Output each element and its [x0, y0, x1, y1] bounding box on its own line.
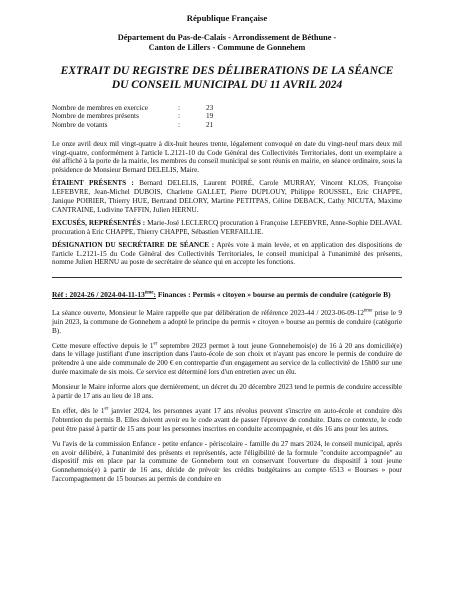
p1-text-b: prise le 9 juin 2023, la commune de Gonnehem a adopté le principe du permis « citoyen » bourse au permis de conduire (catégorie B). [52, 308, 402, 335]
p2-text-b: septembre 2023 permet à tout jeune Gonnehemois(e) de 16 à 20 ans domicilié(e) dans le village justifiant d'une inscription dans l'auto-école de son choix et n'ayant pas encore le permis de conduire de prétendre à une aide communale de 200 € en contrepartie d'un engagement au service de la collectivité de 15h00 sur une durée maximale de six mois. Ce service est déterminé lors d'un entretien avec un élu. [52, 341, 402, 377]
title-line-2: DU CONSEIL MUNICIPAL DU 11 AVRIL 2024 [111, 78, 343, 91]
body-paragraph-3: Monsieur le Maire informe alors que dernièrement, un décret du 20 décembre 2023 tend le permis de conduire accessible à partir de 17 ans au lieu de 18 ans. [52, 383, 402, 401]
section-divider [52, 277, 402, 278]
department-heading [52, 33, 402, 54]
excused-label: EXCUSÉS, REPRÉSENTÉS : [52, 218, 146, 227]
subject-ref-prefix: Réf : 2024-26 / 2024-04-11-13 [52, 290, 145, 300]
present-paragraph [52, 179, 402, 215]
body-paragraph-5: Vu l'avis de la commission Enfance - petite enfance - périscolaire - famille du 27 mars 2024, le conseil municipal, après en avoir délibéré, à l'unanimité des présents et représentés, acte l'éligibilité de la formule "conduite accompagnée" au dispositif mis en place par la commune de Gonnehem tout en conservant l'ouverture du dispositif à tout jeune Gonnehemois(e) à partir de 16 ans, décide de prévoir les crédits budgétaires au compte 6513 « Bourses » pour l'accompagnement de 15 bourses au permis de conduire en [52, 439, 402, 484]
stats-label: Nombre de membres présents [52, 111, 139, 121]
stats-sep: : [178, 120, 181, 129]
p1-sup: ème [363, 308, 373, 314]
stats-value: 19 [206, 111, 214, 121]
subject-ref-sup: ème [144, 290, 154, 296]
department-line-2: Canton de Lillers - Commune de Gonnehem [148, 43, 306, 53]
subject-heading [52, 290, 402, 299]
body-paragraph-2 [52, 342, 402, 378]
stats-value: 23 [206, 102, 214, 112]
p2-text-a: Cette mesure effective depuis le 1 [52, 341, 154, 350]
p4-sup: er [104, 406, 109, 412]
excused-paragraph [52, 219, 402, 237]
member-stats-table [52, 104, 213, 130]
department-line-1: Département du Pas-de-Calais - Arrondissement de Béthune - [117, 33, 337, 42]
document-title [52, 64, 402, 92]
body-paragraph-1 [52, 309, 402, 336]
secretary-text: Après vote à main levée, et en application des dispositions de l'article L.2121-15 du Code Général des Collectivités Territoriales, le conseil municipal à l'unanimité des présents, nomme Julien HERNU au poste de secrétaire de séance qui en accepte les fonctions. [52, 240, 402, 267]
excused-text: Marie-José LECLERCQ procuration à Françoise LEFEBVRE, Anne-Sophie DELAVAL procuration à Eric CHAPPE, Thierry CHAPPE, Sébastien VERFAILLIE. [52, 218, 402, 236]
subject-ref-suffix: : [153, 290, 157, 300]
republic-heading: République Française [186, 13, 268, 23]
subject-text: Finances : Permis « citoyen » bourse au permis de conduire (catégorie B) [156, 290, 391, 300]
p2-sup: er [153, 341, 158, 347]
stats-value: 21 [206, 120, 214, 129]
intro-paragraph: Le onze avril deux mil vingt-quatre à dix-huit heures trente, légalement convoqué en date du vingt-neuf mars deux mil vingt-quatre, conformément à l'article L.2121-10 du Code Général des Collectivités Territoriales, dont un exemplaire a été affiché à la porte de la mairie, les membres du conseil municipal se sont réunis en mairie, en séance ordinaire, sous la présidence de Monsieur Bernard DELELIS, Maire. [52, 139, 402, 175]
title-line-1: EXTRAIT DU REGISTRE DES DÉLIBERATIONS DE LA SÉANCE [60, 64, 394, 77]
p1-text-a: La séance ouverte, Monsieur le Maire rappelle que par délibération de référence 2023-44 / 2023-06-09-12 [52, 308, 364, 317]
body-paragraph-4 [52, 407, 402, 434]
present-label: ÉTAIENT PRÉSENTS : [52, 179, 134, 188]
p4-text-a: En effet, dès le 1 [52, 406, 105, 415]
stats-sep: : [178, 102, 181, 112]
stats-label: Nombre de membres en exercice [52, 102, 149, 112]
p4-text-b: janvier 2024, les personnes ayant 17 ans révolus peuvent s'inscrire en auto-école et conduire dès l'obtention du permis B. Elles doivent avoir eu le code avant de passer l'épreuve de conduite. Dans ce contexte, le code peut être passé à partir de 15 ans pour les personnes inscrites en conduite accompagnée, et dès 16 ans pour les autres. [52, 406, 402, 433]
stats-label: Nombre de votants [52, 120, 108, 129]
subject-reference [52, 290, 156, 299]
secretary-paragraph [52, 241, 402, 268]
stats-sep: : [178, 111, 181, 121]
secretary-label: DÉSIGNATION DU SECRÉTAIRE DE SÉANCE : [52, 240, 215, 249]
present-text: Bernard DELELIS, Laurent POIRÉ, Carole MURRAY, Vincent KLOS, Françoise LEFEBVRE, Jean-Michel DUBOIS, Charlette GALLET, Pierre DUPLOUY, Philippe ROUSSEL, Eric CHAPPE, Janique POIRIER, Thierry HUE, Bertrand DELORY, Martine PETITPAS, Céline DEBACK, Cathy NICUTA, Maxime CANTRAINE, Ludivine TAFFIN, Julien HERNU. [52, 179, 402, 214]
stats-row [52, 121, 213, 130]
